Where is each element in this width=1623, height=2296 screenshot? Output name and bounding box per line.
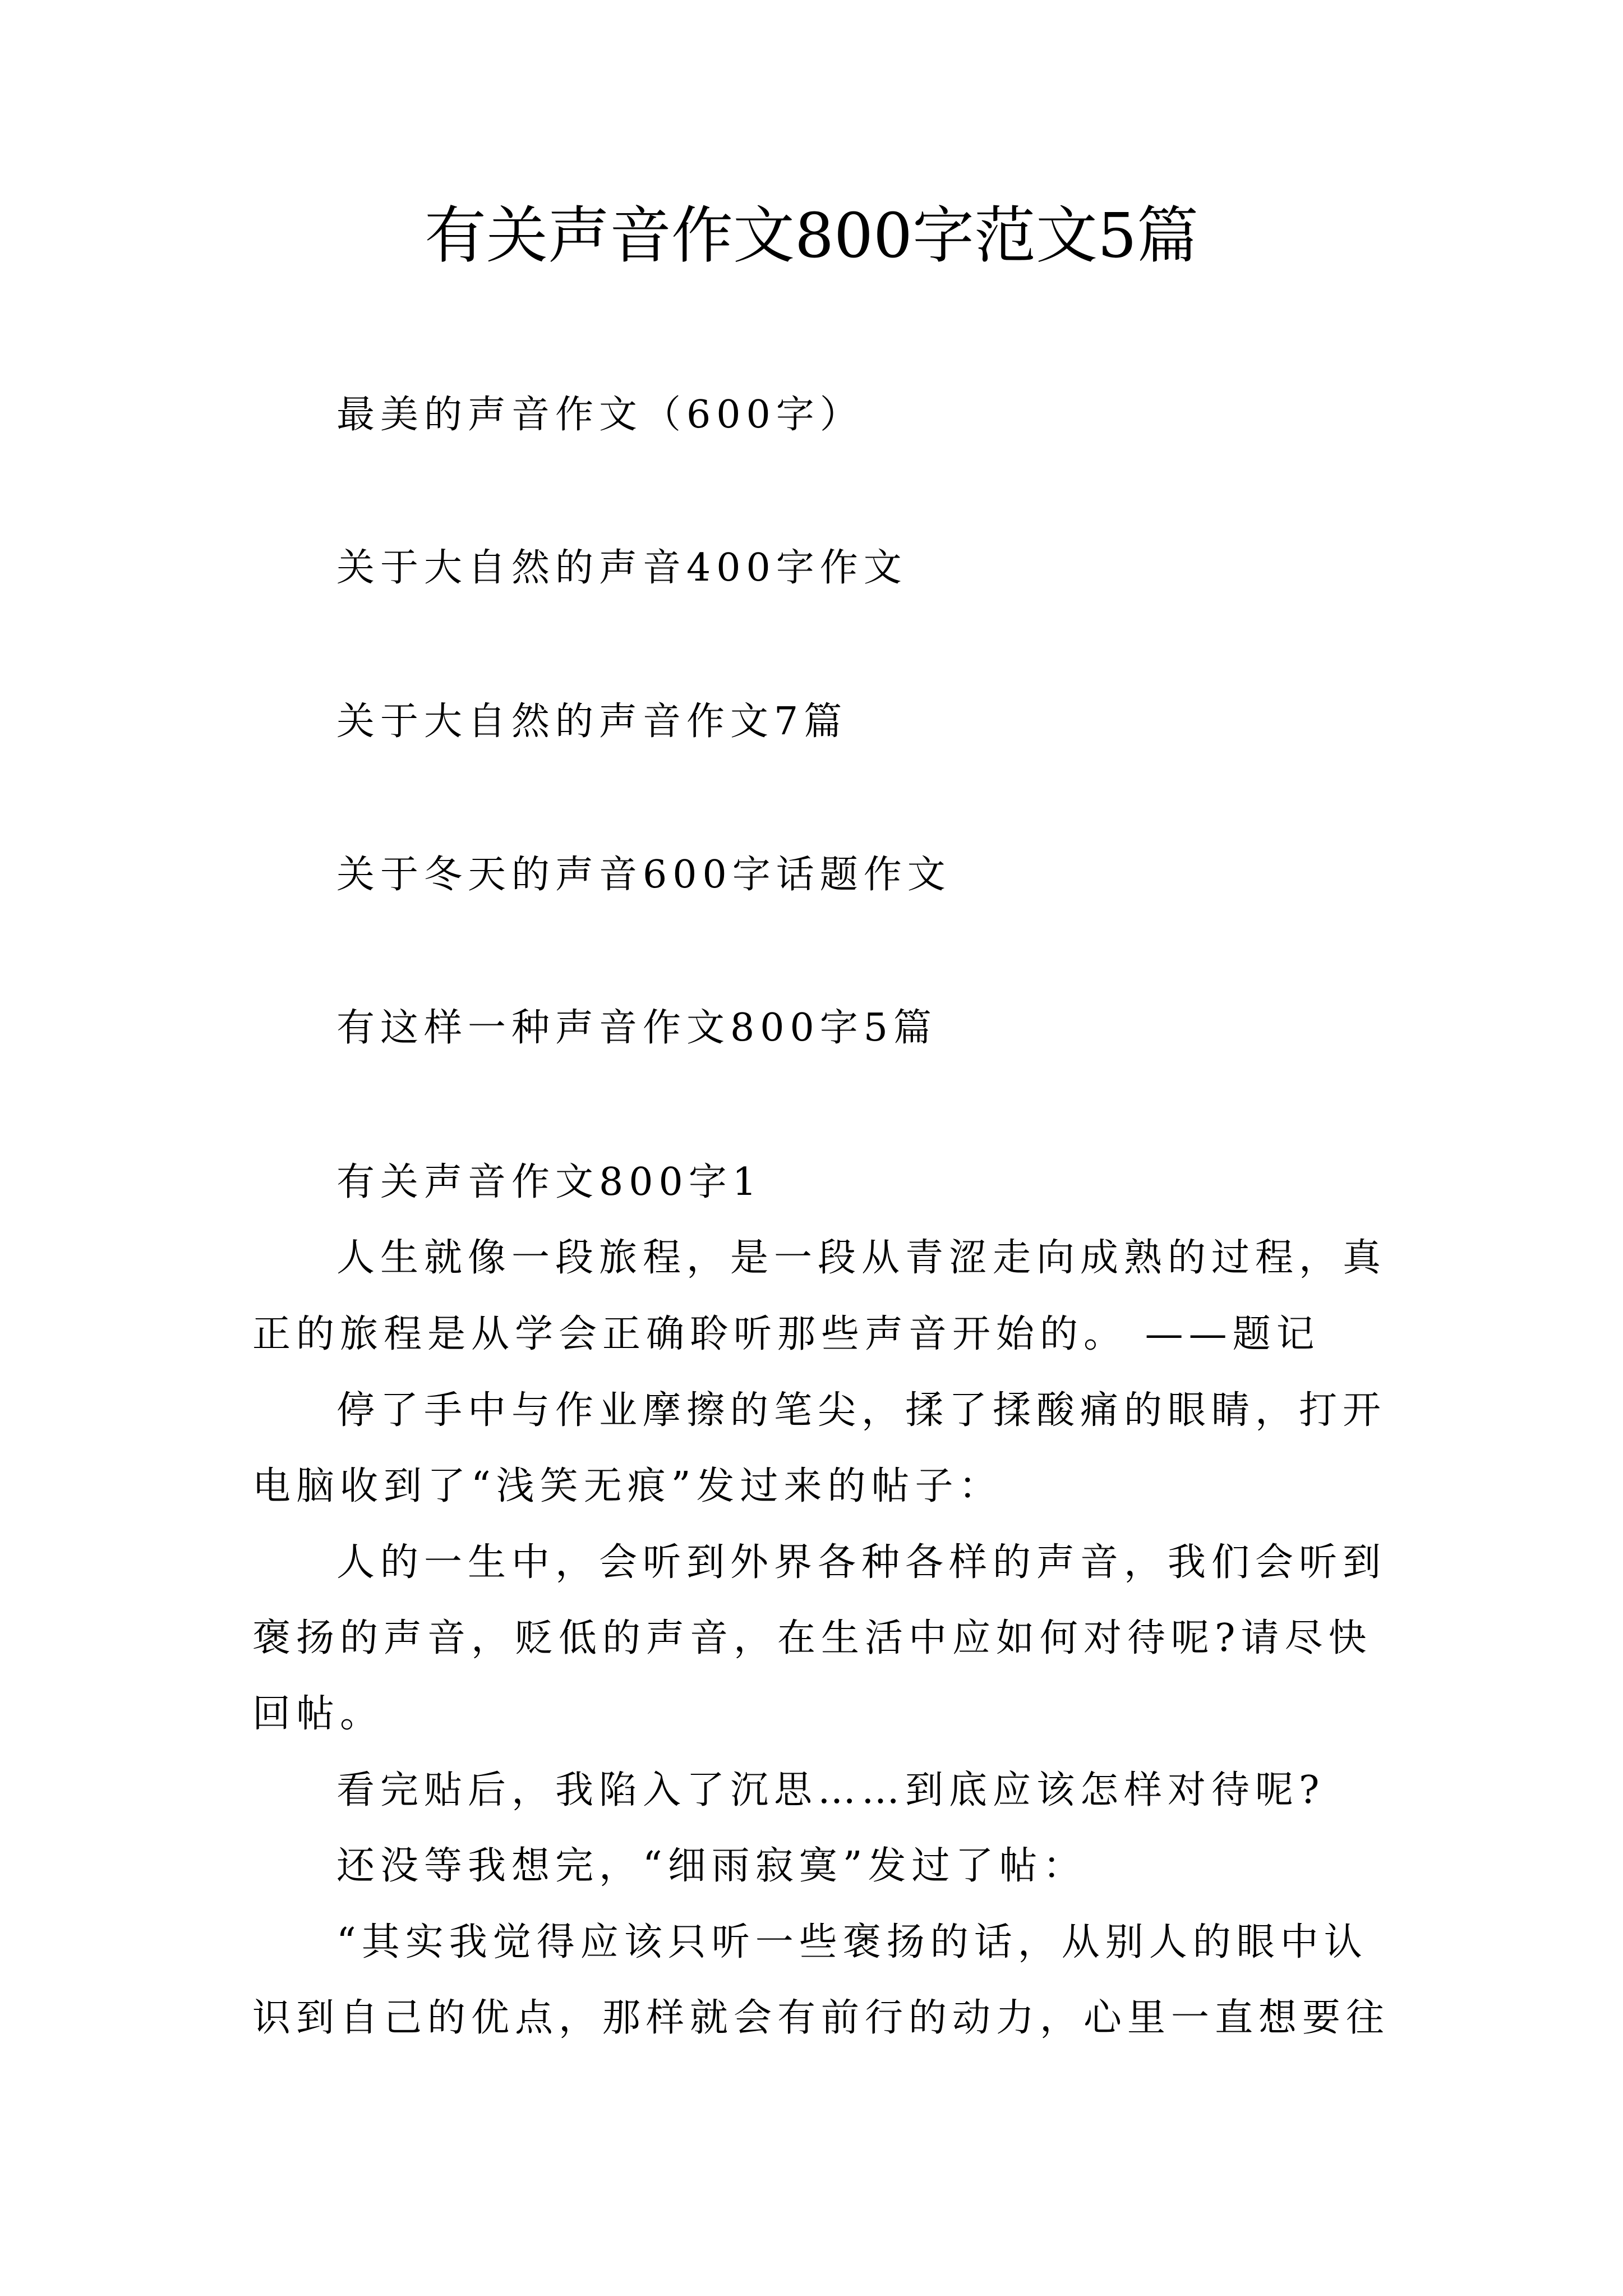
paragraph-line: 人生就像一段旅程，是一段从青涩走向成熟的过程，真 <box>336 1236 1387 1280</box>
document-title: 有关声音作文800字范文5篇 <box>425 200 1198 272</box>
toc-item-4: 关于冬天的声音600字话题作文 <box>336 853 951 897</box>
paragraph-line: 识到自己的优点，那样就会有前行的动力，心里一直想要往 <box>252 1996 1390 2040</box>
paragraph-line: 电脑收到了“浅笑无痕”发过来的帖子： <box>252 1464 1003 1508</box>
section-heading: 有关声音作文800字1 <box>336 1160 763 1204</box>
paragraph-line: 褒扬的声音，贬低的声音，在生活中应如何对待呢?请尽快 <box>252 1616 1372 1660</box>
paragraph-line: 看完贴后，我陷入了沉思……到底应该怎样对待呢? <box>336 1768 1325 1812</box>
paragraph-line: 停了手中与作业摩擦的笔尖，揉了揉酸痛的眼睛，打开 <box>336 1388 1387 1433</box>
toc-item-5: 有这样一种声音作文800字5篇 <box>336 1006 938 1050</box>
toc-item-2: 关于大自然的声音400字作文 <box>336 546 907 590</box>
paragraph-line: 还没等我想完，“细雨寂寞”发过了帖： <box>336 1844 1087 1888</box>
paragraph-line: 回帖。 <box>252 1692 384 1736</box>
paragraph-line: 人的一生中，会听到外界各种各样的声音，我们会听到 <box>336 1540 1387 1585</box>
toc-item-1: 最美的声音作文（600字） <box>336 393 864 437</box>
toc-item-3: 关于大自然的声音作文7篇 <box>336 700 848 744</box>
paragraph-line: “其实我觉得应该只听一些褒扬的话，从别人的眼中认 <box>336 1920 1368 1964</box>
paragraph-line: 正的旅程是从学会正确聆听那些声音开始的。 ——题记 <box>252 1312 1320 1356</box>
